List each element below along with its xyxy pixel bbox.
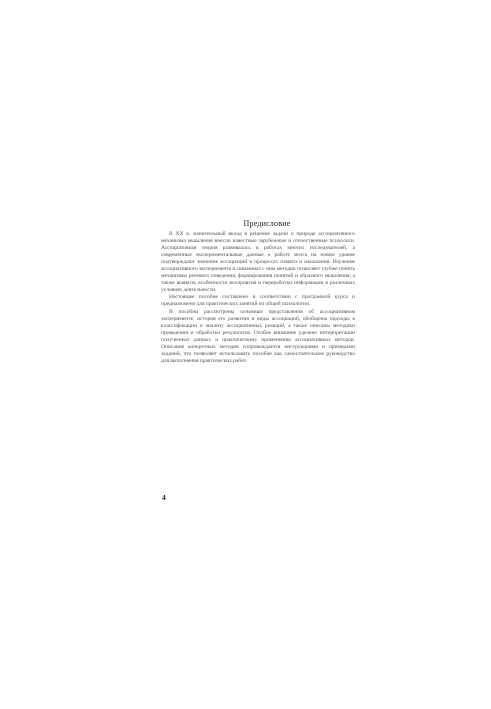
paragraph-2: Настоящее пособие составлено в соответствии с программой курса и предназначено для практических занятий по общей психологии. [161,294,355,308]
paragraph-1: В XX в. значительный вклад в решение задачи о природе ассоциативного механизма мышления внесли известные зарубежные и отечественные психологи. Ассоциативная теория развивалась в работах многих исследователей, а современные экспериментальные данные о работе мозга на новом уровне подтверждают значение ассоциаций в процессах памяти и мышления. Изучение ассоциативного эксперимента и связанных с ним методик позволяет глубже понять механизмы речевого поведения, формирования понятий и образного мышления, а также выявить особенности восприятия и переработки информации в различных условиях деятельности. [161,231,355,294]
section-heading: Предисловие [243,219,291,228]
text-block [161,219,355,365]
paragraph-3: В пособии рассмотрены основные представления об ассоциативном эксперименте, история его развития и виды ассоциаций, обобщены подходы к классификации и анализу ассоциативных реакций, а также описаны методики проведения и обработки результатов. Особое внимание уделено интерпретации полученных данных и практическому применению ассоциативных методов. Описание конкретных методик сопровождается инструкциями и примерами заданий, что позволяет использовать пособие как самостоятельное руководство для выполнения практических работ. [161,308,355,364]
page-number: 4 [162,493,166,502]
